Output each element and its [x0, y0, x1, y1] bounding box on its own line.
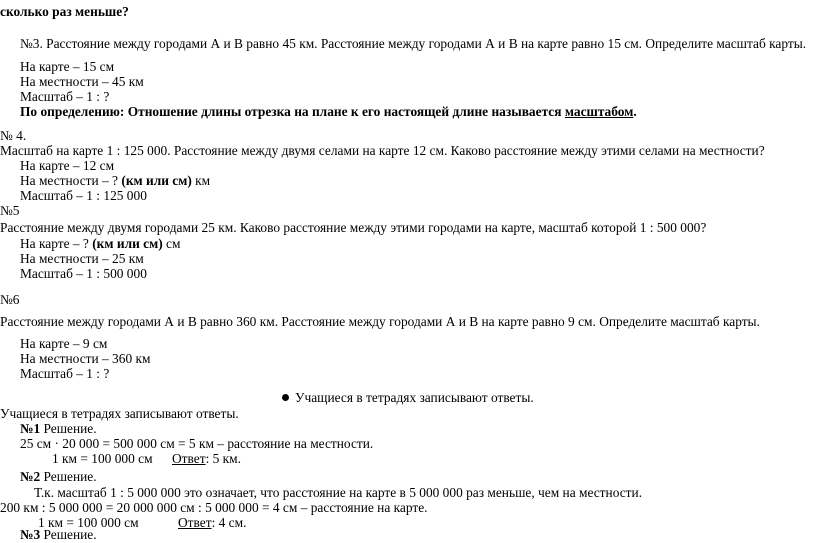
- bullet-line: Учащиеся в тетрадях записывают ответы.: [282, 390, 534, 406]
- header-text: сколько раз меньше?: [0, 4, 129, 19]
- problem-6-text: Расстояние между городами А и В равно 360 км. Расстояние между городами А и В на карте равно 9 см. Определите масштаб карты.: [0, 314, 760, 329]
- problem-5-number: №5: [0, 203, 20, 218]
- bullet-icon: [282, 394, 289, 401]
- problem-4-scale: Масштаб – 1 : 125 000: [20, 188, 147, 203]
- problem-3-map: На карте – 15 см: [20, 59, 115, 74]
- solution-1-answer: Ответ: 5 км.: [172, 451, 242, 466]
- solution-1-heading: №1 Решение.: [20, 421, 97, 436]
- problem-4-number: № 4.: [0, 128, 27, 143]
- problem-6-number: №6: [0, 292, 20, 307]
- solution-1-line-2: 1 км = 100 000 см: [52, 451, 153, 466]
- problem-5-ground: На местности – 25 км: [20, 251, 144, 266]
- solution-2-line-1: Т.к. масштаб 1 : 5 000 000 это означает, что расстояние на карте в 5 000 000 раз меньше, чем на местности.: [34, 485, 643, 500]
- definition-term: масштабом: [564, 104, 634, 119]
- problem-6-scale: Масштаб – 1 : ?: [20, 366, 110, 381]
- solution-3-heading: №3 Решение.: [20, 527, 97, 542]
- scale-definition: По определению: Отношение длины отрезка на плане к его настоящей длине называется масштабом.: [20, 104, 637, 119]
- problem-6-ground: На местности – 360 км: [20, 351, 151, 366]
- answers-intro: Учащиеся в тетрадях записывают ответы.: [0, 406, 239, 421]
- solution-2-line-3: 1 км = 100 000 см: [38, 515, 139, 530]
- problem-3-text: №3. Расстояние между городами А и В равно 45 км. Расстояние между городами А и В на карте равно 15 см. Определите масштаб карты.: [20, 36, 807, 51]
- solution-1-line-1: 25 см · 20 000 = 500 000 см = 5 км – расстояние на местности.: [20, 436, 374, 451]
- problem-4-text: Масштаб на карте 1 : 125 000. Расстояние между двумя селами на карте 12 см. Каково расстояние между этими селами на местности?: [0, 143, 765, 158]
- problem-5-text: Расстояние между двумя городами 25 км. Каково расстояние между этими городами на карте, масштаб которой 1 : 500 000?: [0, 220, 707, 235]
- problem-6-map: На карте – 9 см: [20, 336, 108, 351]
- problem-4-ground: На местности – ? (км или см) км: [20, 173, 211, 188]
- problem-4-map: На карте – 12 см: [20, 158, 115, 173]
- problem-3-ground: На местности – 45 км: [20, 74, 144, 89]
- problem-3-scale: Масштаб – 1 : ?: [20, 89, 110, 104]
- solution-2-heading: №2 Решение.: [20, 469, 97, 484]
- problem-5-map: На карте – ? (км или см) см: [20, 236, 181, 251]
- solution-2-answer: Ответ: 4 см.: [178, 515, 247, 530]
- problem-5-scale: Масштаб – 1 : 500 000: [20, 266, 147, 281]
- solution-2-line-2: 200 км : 5 000 000 = 20 000 000 см : 5 000 000 = 4 см – расстояние на карте.: [0, 500, 428, 515]
